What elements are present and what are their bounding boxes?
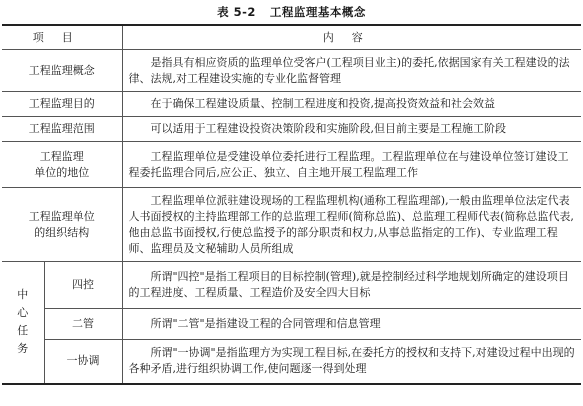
center-tasks-label [2,262,44,384]
table-row [2,117,581,142]
center-tasks-char: 任 [17,324,29,338]
table-row [2,142,581,188]
task-content: 所谓"四控"是指工程项目的目标控制(管理),就是控制经过科学地规划所确定的建设项目的工程进度、工程质量、工程造价及安全四大目标 [128,270,569,299]
task-content: 所谓"二管"是指建设工程的合同管理和信息管理 [150,317,381,330]
center-tasks-char: 中 [17,288,29,302]
table-number: 表 5-2 [217,5,256,19]
table-caption [0,4,583,20]
table-header-row [2,25,581,50]
table-row [2,340,581,384]
header-content: 内容 [122,25,581,50]
table-row [2,50,581,92]
header-item: 项目 [2,25,122,50]
table-title: 工程监理基本概念 [269,5,366,19]
table-row [2,92,581,117]
center-tasks-char: 务 [17,342,29,356]
task-name: 二管 [44,309,122,340]
row-content: 工程监理单位是受建设单位委托进行工程监理。工程监理单位在与建设单位签订建设工程委托监理合同后,应公正、独立、自主地开展工程监理工作 [128,149,569,179]
row-content: 可以适用于工程建设投资决策阶段和实施阶段,但目前主要是工程施工阶段 [150,122,506,135]
task-name: 一协调 [44,340,122,384]
task-name: 四控 [44,262,122,309]
row-content: 在于确保工程建设质量、控制工程进度和投资,提高投资效益和社会效益 [150,97,495,110]
task-content: 所谓"一协调"是指监理方为实现工程目标,在委托方的授权和支持下,对建设过程中出现的各种矛盾,进行组织协调工作,使问题逐一得到处理 [128,346,575,376]
table-row [2,262,581,309]
table-row [2,309,581,340]
row-item [2,188,122,262]
row-item: 工程监理目的 [2,92,122,117]
row-item-line: 工程监理单位 [28,209,95,223]
row-content: 工程监理单位派驻建设现场的工程监理机构(通称工程监理部),一般由监理单位法定代表人书面授权的主持监理部工作的总监理工程师(简称总监)、总监理工程师代表(简称总监代表,他由总监书面授权,行使总监授予的部分职责和权力,从事总监指定的工作)、专业监理工程师、监理员及文秘辅助人员所组成 [128,193,574,255]
concept-table [2,24,581,385]
row-item-line: 工程监理 [39,149,84,163]
row-item: 工程监理范围 [2,117,122,142]
table-row [2,188,581,262]
row-item [2,142,122,188]
row-item-line: 单位的地位 [34,165,90,179]
center-tasks-char: 心 [17,306,29,320]
row-item-line: 的组织结构 [34,225,90,239]
row-item: 工程监理概念 [2,50,122,92]
row-content: 是指具有相应资质的监理单位受客户(工程项目业主)的委托,依据国家有关工程建设的法律、法规,对工程建设实施的专业化监督管理 [128,55,570,85]
